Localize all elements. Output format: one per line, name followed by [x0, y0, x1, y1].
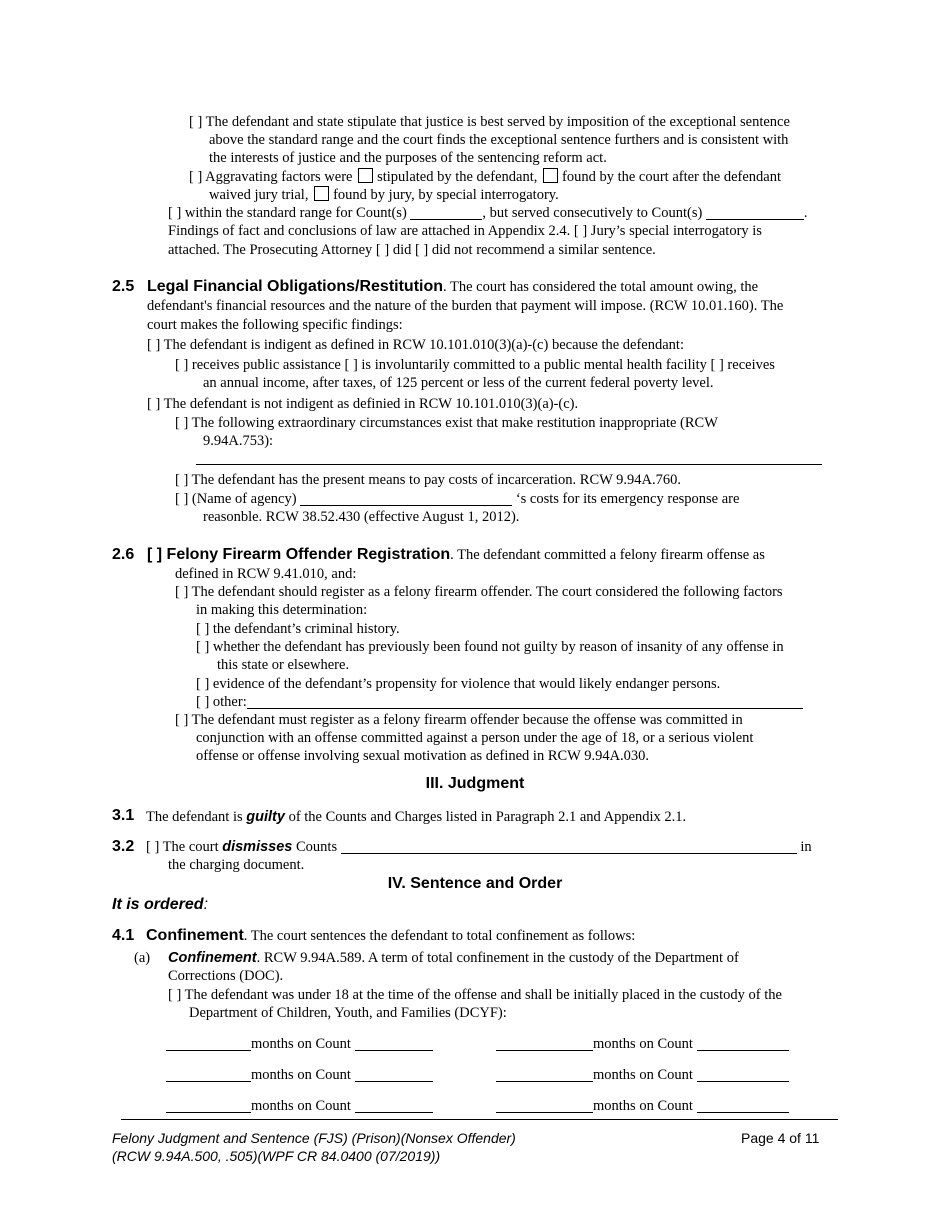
months-label: months on Count [251, 1067, 351, 1083]
aggravating-line-2 [209, 186, 559, 204]
footer-form-citation: (RCW 9.94A.500, .505)(WPF CR 84.0400 (07/2019)) [112, 1148, 441, 1164]
section-2-6-intro: . The defendant committed a felony firearm offense as [450, 547, 765, 563]
months-blank[interactable] [496, 1067, 593, 1082]
found-by-court-checkbox[interactable] [543, 168, 558, 183]
other-label: [ ] other: [196, 694, 247, 710]
page-number: Page 4 of 11 [741, 1130, 820, 1146]
under-18-line-2: Department of Children, Youth, and Families (DCYF): [189, 1005, 507, 1021]
agency-costs-label: ‘s costs for its emergency response are [515, 491, 740, 507]
indigent-line: [ ] The defendant is indigent as defined in RCW 10.101.010(3)(a)-(c) because the defendant: [147, 337, 684, 353]
count-blank-2[interactable] [706, 205, 804, 220]
months-row-2-left [166, 1066, 433, 1084]
sub-a-label: (a) [134, 950, 151, 966]
months-row-3-left [166, 1097, 433, 1115]
under-18-line-1: [ ] The defendant was under 18 at the time of the offense and shall be initially placed in the custody of the [168, 987, 782, 1003]
propensity-line: [ ] evidence of the defendant’s propensity for violence that would likely endanger persons. [196, 676, 721, 692]
agency-line [175, 490, 739, 508]
section-2-6-line-1 [147, 546, 765, 564]
section-2-6-title: [ ] Felony Firearm Offender Registration [147, 546, 451, 563]
incarceration-costs-line: [ ] The defendant has the present means to pay costs of incarceration. RCW 9.94A.760. [175, 472, 682, 488]
count-blank[interactable] [355, 1098, 433, 1113]
dismissed-counts-blank[interactable] [341, 839, 797, 854]
months-row-3-right [496, 1097, 789, 1115]
sub-a-title: Confinement [168, 950, 257, 966]
must-register-line-2: conjunction with an offense committed against a person under the age of 18, or a serious violent [196, 730, 754, 746]
sentence-heading: IV. Sentence and Order [387, 875, 563, 892]
must-register-line-1: [ ] The defendant must register as a felony firearm offender because the offense was committed in [175, 712, 743, 728]
months-row-1-right [496, 1035, 789, 1053]
extraordinary-line: [ ] The following extraordinary circumstances exist that make restitution inappropriate (RCW [175, 415, 718, 431]
footer-form-title: Felony Judgment and Sentence (FJS) (Prison)(Nonsex Offender) [112, 1130, 516, 1146]
judgment-heading: III. Judgment [425, 775, 525, 792]
months-blank[interactable] [166, 1067, 251, 1082]
stipulate-line-2: above the standard range and the court finds the exceptional sentence furthers and is consistent with [209, 132, 789, 148]
stipulated-label: stipulated by the defendant, [377, 169, 538, 185]
months-row-1-left [166, 1035, 433, 1053]
confinement-title: Confinement [146, 927, 244, 944]
insanity-line-1: [ ] whether the defendant has previously been found not guilty by reason of insanity of any offense in [196, 639, 784, 655]
extraordinary-rcw: 9.94A.753): [203, 433, 274, 449]
months-blank[interactable] [166, 1098, 251, 1113]
stipulate-line-1: [ ] The defendant and state stipulate that justice is best served by imposition of the exceptional sentence [189, 114, 790, 130]
guilty-word: guilty [246, 809, 285, 825]
section-3-1-number: 3.1 [112, 807, 135, 824]
annual-income-line: an annual income, after taxes, of 125 percent or less of the current federal poverty level. [203, 375, 714, 391]
count-blank[interactable] [355, 1036, 433, 1051]
found-by-jury-checkbox[interactable] [314, 186, 329, 201]
count-blank-1[interactable] [410, 205, 482, 220]
months-label: months on Count [593, 1036, 693, 1052]
guilty-prefix: The defendant is [146, 809, 247, 825]
should-register-line: [ ] The defendant should register as a felony firearm offender. The court considered the following factors [175, 584, 783, 600]
counts-label: Counts [292, 839, 338, 855]
months-blank[interactable] [496, 1036, 593, 1051]
other-blank[interactable] [247, 694, 803, 709]
sub-a-text: . RCW 9.94A.589. A term of total confinement in the custody of the Department of [256, 950, 739, 966]
section-2-6-line-2: defined in RCW 9.41.010, and: [175, 566, 357, 582]
months-row-2-right [496, 1066, 789, 1084]
aggravating-label: [ ] Aggravating factors were [189, 169, 353, 185]
stipulated-checkbox[interactable] [358, 168, 373, 183]
months-label: months on Count [593, 1098, 693, 1114]
found-by-jury-label: found by jury, by special interrogatory. [333, 187, 559, 203]
consecutive-label: , but served consecutively to Count(s) [482, 205, 703, 221]
count-blank[interactable] [697, 1067, 789, 1082]
section-2-5-line-1 [147, 278, 758, 296]
standard-range-label: [ ] within the standard range for Count(s) [168, 205, 407, 221]
guilty-line [146, 808, 686, 826]
months-label: months on Count [593, 1067, 693, 1083]
dismisses-prefix: [ ] The court [146, 839, 223, 855]
found-by-court-label: found by the court after the defendant [561, 169, 782, 185]
months-blank[interactable] [496, 1098, 593, 1113]
charging-document-line: the charging document. [168, 857, 305, 873]
section-2-5-title: Legal Financial Obligations/Restitution [147, 278, 444, 295]
count-blank[interactable] [697, 1036, 789, 1051]
agency-label: [ ] (Name of agency) [175, 491, 297, 507]
guilty-suffix: of the Counts and Charges listed in Paragraph 2.1 and Appendix 2.1. [284, 809, 687, 825]
other-line [196, 693, 803, 711]
agency-blank[interactable] [300, 491, 512, 506]
in-label: in [800, 839, 812, 855]
findings-line-2: attached. The Prosecuting Attorney [ ] did [ ] did not recommend a similar sentence. [168, 242, 656, 258]
section-2-5-line-3: court makes the following specific findings: [147, 317, 403, 333]
insanity-line-2: this state or elsewhere. [217, 657, 350, 673]
section-2-5-line-2: defendant's financial resources and the nature of the burden that payment will impose. (RCW 10.01.160). The [147, 298, 784, 314]
confinement-line [146, 927, 635, 945]
sub-a-line-1 [168, 949, 739, 967]
confinement-intro: . The court sentences the defendant to total confinement as follows: [243, 928, 636, 944]
footer-rule [121, 1119, 838, 1120]
reasonable-line: reasonble. RCW 38.52.430 (effective August 1, 2012). [203, 509, 520, 525]
standard-range-line [168, 204, 808, 222]
it-is-ordered-text: It is ordered [112, 896, 204, 913]
stipulate-line-3: the interests of justice and the purposes of the sentencing reform act. [209, 150, 607, 166]
sub-a-line-2: Corrections (DOC). [168, 968, 284, 984]
period: . [803, 205, 808, 221]
months-label: months on Count [251, 1036, 351, 1052]
public-assistance-line: [ ] receives public assistance [ ] is involuntarily committed to a public mental health facility [ ] receives [175, 357, 775, 373]
not-indigent-line: [ ] The defendant is not indigent as definied in RCW 10.101.010(3)(a)-(c). [147, 396, 579, 412]
section-2-5-number: 2.5 [112, 278, 135, 295]
months-label: months on Count [251, 1098, 351, 1114]
section-2-6-number: 2.6 [112, 546, 135, 563]
section-2-5-intro: . The court has considered the total amount owing, the [443, 279, 759, 295]
count-blank[interactable] [355, 1067, 433, 1082]
count-blank[interactable] [697, 1098, 789, 1113]
dismisses-line [146, 838, 812, 856]
extraordinary-blank[interactable] [196, 464, 822, 465]
criminal-history-line: [ ] the defendant’s criminal history. [196, 621, 400, 637]
colon: : [203, 896, 209, 913]
waived-label: waived jury trial, [209, 187, 309, 203]
must-register-line-3: offense or offense involving sexual motivation as defined in RCW 9.94A.030. [196, 748, 650, 764]
section-4-1-number: 4.1 [112, 927, 135, 944]
months-blank[interactable] [166, 1036, 251, 1051]
it-is-ordered [112, 895, 208, 915]
determination-line: in making this determination: [196, 602, 368, 618]
findings-line-1: Findings of fact and conclusions of law are attached in Appendix 2.4. [ ] Jury’s special interrogatory is [168, 223, 762, 239]
aggravating-line-1 [189, 168, 781, 186]
section-3-2-number: 3.2 [112, 838, 135, 855]
dismisses-word: dismisses [222, 839, 293, 855]
